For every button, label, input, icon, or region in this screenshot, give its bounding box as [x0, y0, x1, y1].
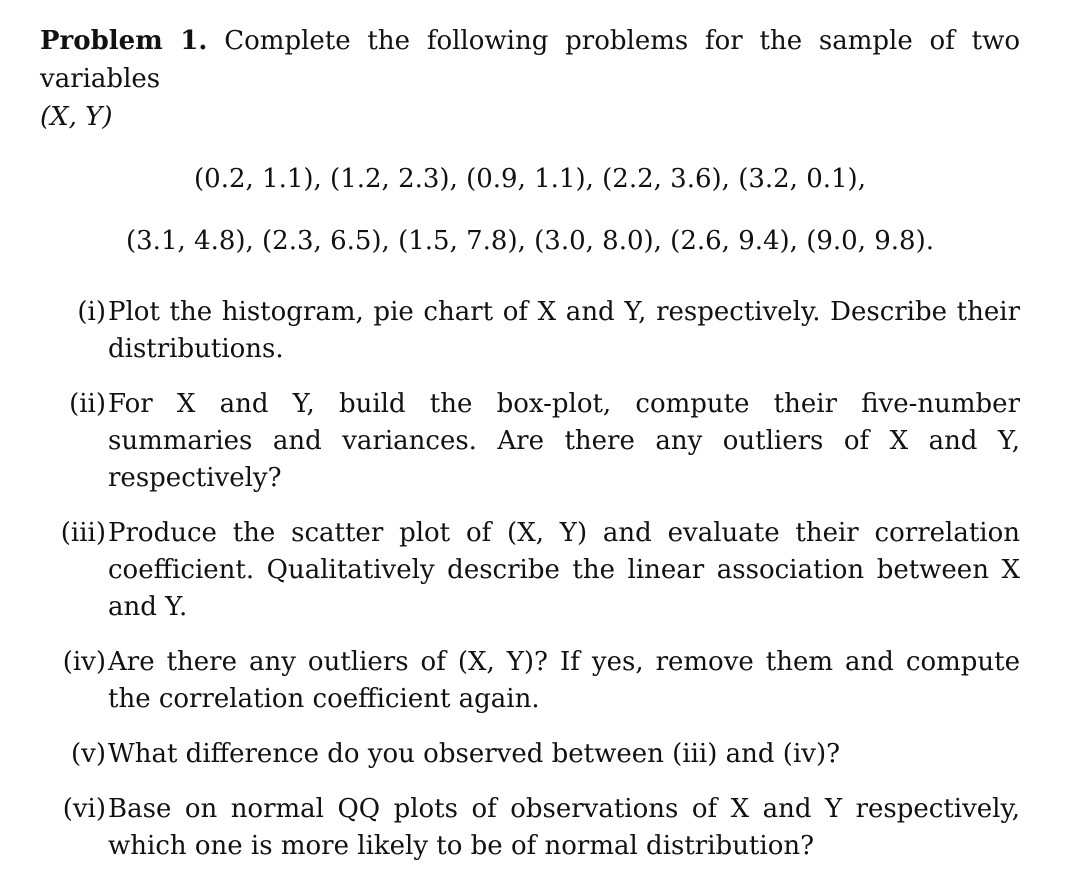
question-list — [40, 294, 1020, 865]
question-number: (ii) — [69, 389, 106, 419]
sample-data — [40, 148, 1020, 272]
problem-statement — [40, 22, 1020, 136]
question-item — [40, 386, 1020, 497]
question-text: Are there any outliers of (X, Y)? If yes, remove them and compute the correlation coefficient again. — [108, 647, 1020, 714]
question-text: For X and Y, build the box-plot, compute their five-number summaries and variances. Are there any outliers of X and Y, respectively? — [108, 389, 1020, 493]
question-number: (iii) — [60, 518, 106, 548]
problem-label: Problem 1. — [40, 26, 208, 56]
question-text: What difference do you observed between (iii) and (iv)? — [108, 739, 841, 769]
question-number: (v) — [71, 739, 106, 769]
document-page — [40, 22, 1020, 883]
question-item — [40, 736, 1020, 773]
question-item — [40, 644, 1020, 718]
sample-data-line-2: (3.1, 4.8), (2.3, 6.5), (1.5, 7.8), (3.0, 8.0), (2.6, 9.4), (9.0, 9.8). — [126, 226, 934, 256]
question-text: Produce the scatter plot of (X, Y) and evaluate their correlation coefficient. Qualitatively describe the linear association between X and Y. — [108, 518, 1020, 622]
problem-variables: (X, Y) — [40, 102, 113, 132]
question-number: (i) — [77, 297, 106, 327]
question-text: Plot the histogram, pie chart of X and Y, respectively. Describe their distributions. — [108, 297, 1020, 364]
question-number: (vi) — [62, 794, 106, 824]
question-number: (iv) — [62, 647, 106, 677]
problem-intro: Complete the following problems for the sample of two variables — [40, 26, 1020, 94]
question-text: Base on normal QQ plots of observations of X and Y respectively, which one is more likely to be of normal distribution? — [108, 794, 1020, 861]
question-item — [40, 791, 1020, 865]
question-item — [40, 294, 1020, 368]
sample-data-line-1: (0.2, 1.1), (1.2, 2.3), (0.9, 1.1), (2.2, 3.6), (3.2, 0.1), — [194, 164, 866, 194]
question-item — [40, 515, 1020, 626]
